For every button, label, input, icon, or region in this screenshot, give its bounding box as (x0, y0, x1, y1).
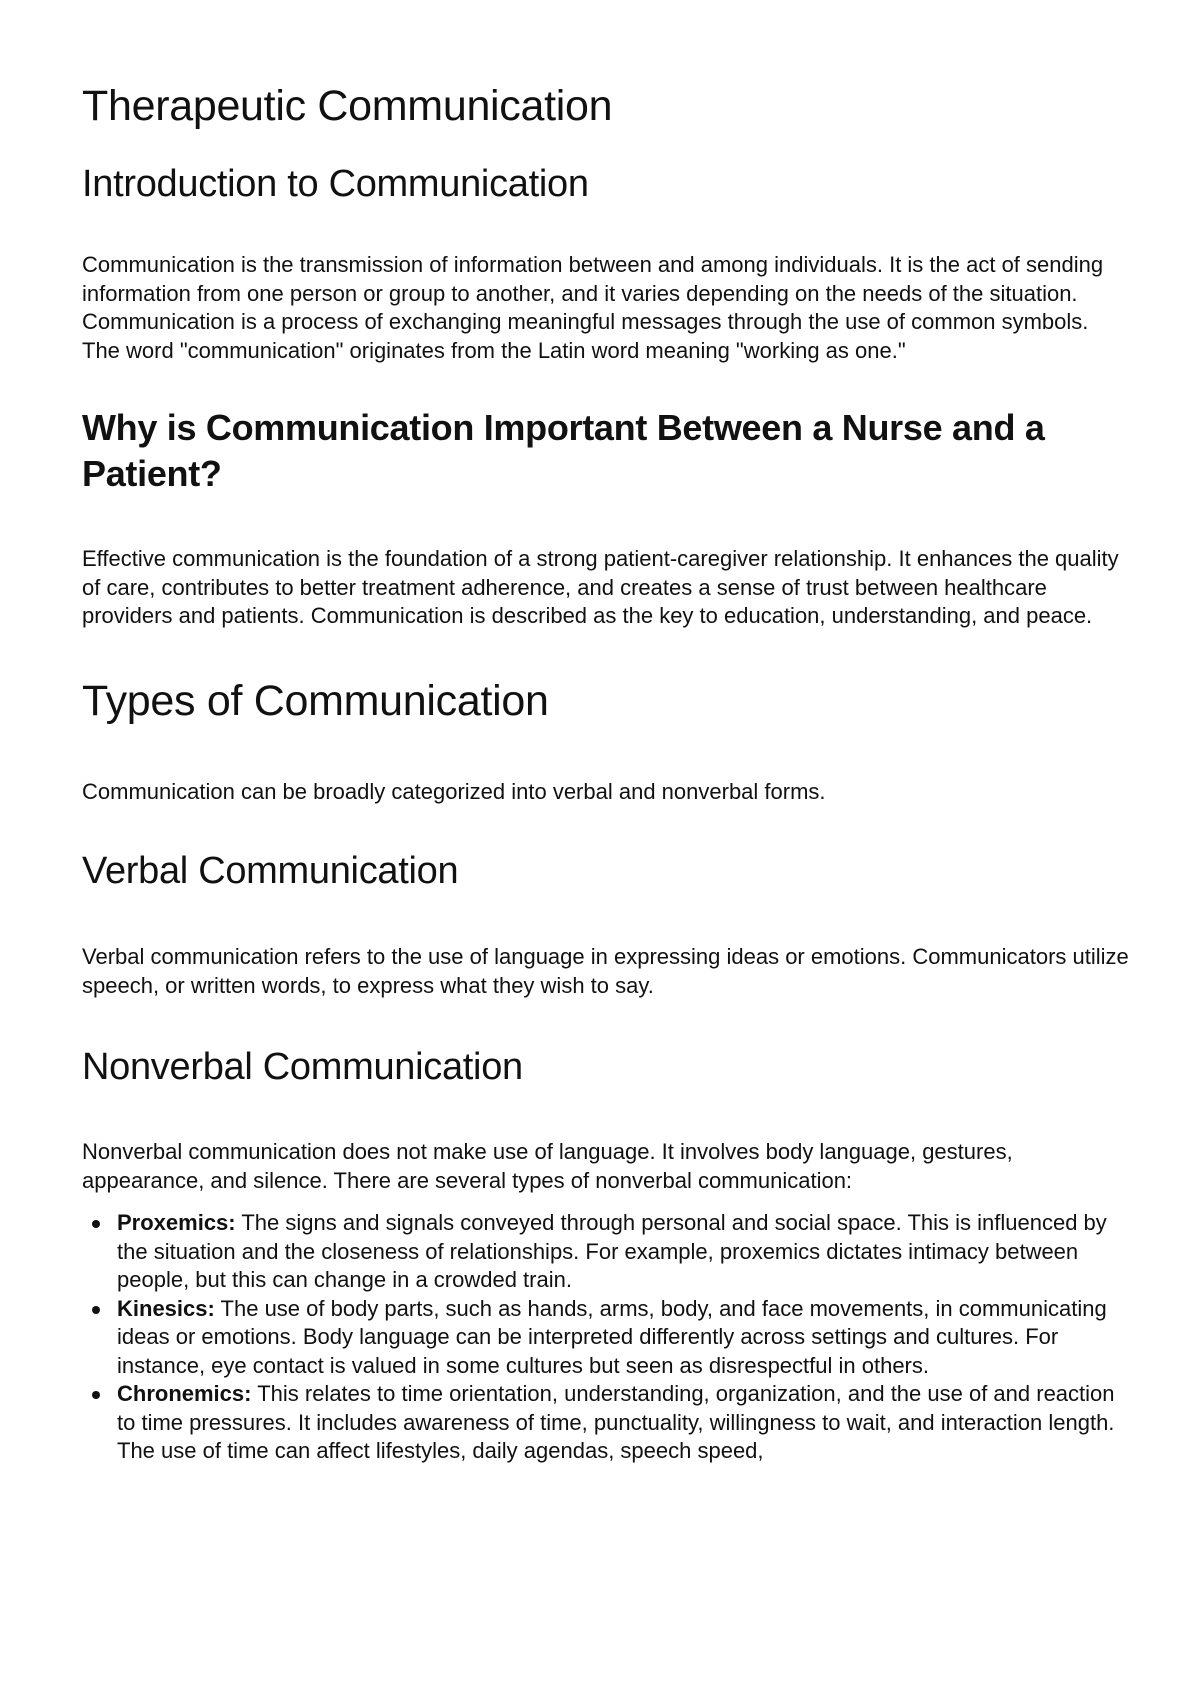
definition-proxemics: The signs and signals conveyed through personal and social space. This is influenced by the situation and the closeness of relationships. For example, proxemics dictates intimacy between people, but this can change in a crowded train. (117, 1210, 1107, 1292)
term-chronemics: Chronemics: (117, 1381, 252, 1406)
paragraph-nonverbal: Nonverbal communication does not make use of language. It involves body language, gestures, appearance, and silence. There are several types of nonverbal communication: (82, 1139, 1013, 1193)
heading-verbal: Verbal Communication (82, 850, 459, 892)
list-item-chronemics (82, 1380, 1132, 1466)
heading-introduction: Introduction to Communication (82, 163, 589, 205)
term-kinesics: Kinesics: (117, 1295, 215, 1321)
list-item-proxemics (82, 1209, 1132, 1295)
heading-types: Types of Communication (82, 676, 549, 725)
definition-chronemics: This relates to time orientation, understanding, organization, and the use of and reaction to time pressures. It includes awareness of time, punctuality, willingness to wait, and interaction length. The use of time can affect lifestyles, daily agendas, speech speed, (117, 1381, 1115, 1463)
document-title: Therapeutic Communication (82, 82, 613, 130)
bullet-icon (92, 1220, 100, 1228)
paragraph-introduction: Communication is the transmission of information between and among individuals. It is the act of sending information from one person or group to another, and it varies depending on the needs of the situation. Communication is a process of exchanging meaningful messages through the use of common symbols. The word "communication" originates from the Latin word meaning "working as one." (82, 252, 1104, 363)
nonverbal-types-list (82, 1209, 1132, 1466)
bullet-icon (92, 1391, 100, 1399)
definition-kinesics: The use of body parts, such as hands, arms, body, and face movements, in communicating ideas or emotions. Body language can be interpreted differently across settings and cultures. For instance, eye contact is valued in some cultures but seen as disrespectful in others. (117, 1295, 1107, 1378)
list-item-kinesics (82, 1295, 1132, 1381)
term-proxemics: Proxemics: (117, 1210, 236, 1235)
paragraph-types: Communication can be broadly categorized into verbal and nonverbal forms. (82, 778, 826, 804)
document-page (82, 80, 1132, 1466)
paragraph-why-important: Effective communication is the foundation of a strong patient-caregiver relationship. It enhances the quality of care, contributes to better treatment adherence, and creates a sense of trust between healthcare providers and patients. Communication is described as the key to education, understanding, and peace. (82, 546, 1119, 628)
heading-nonverbal: Nonverbal Communication (82, 1046, 523, 1088)
heading-why-important: Why is Communication Important Between a Nurse and a Patient? (82, 407, 1045, 494)
paragraph-verbal: Verbal communication refers to the use of language in expressing ideas or emotions. Communicators utilize speech, or written words, to express what they wish to say. (82, 944, 1129, 998)
bullet-icon (92, 1306, 100, 1314)
